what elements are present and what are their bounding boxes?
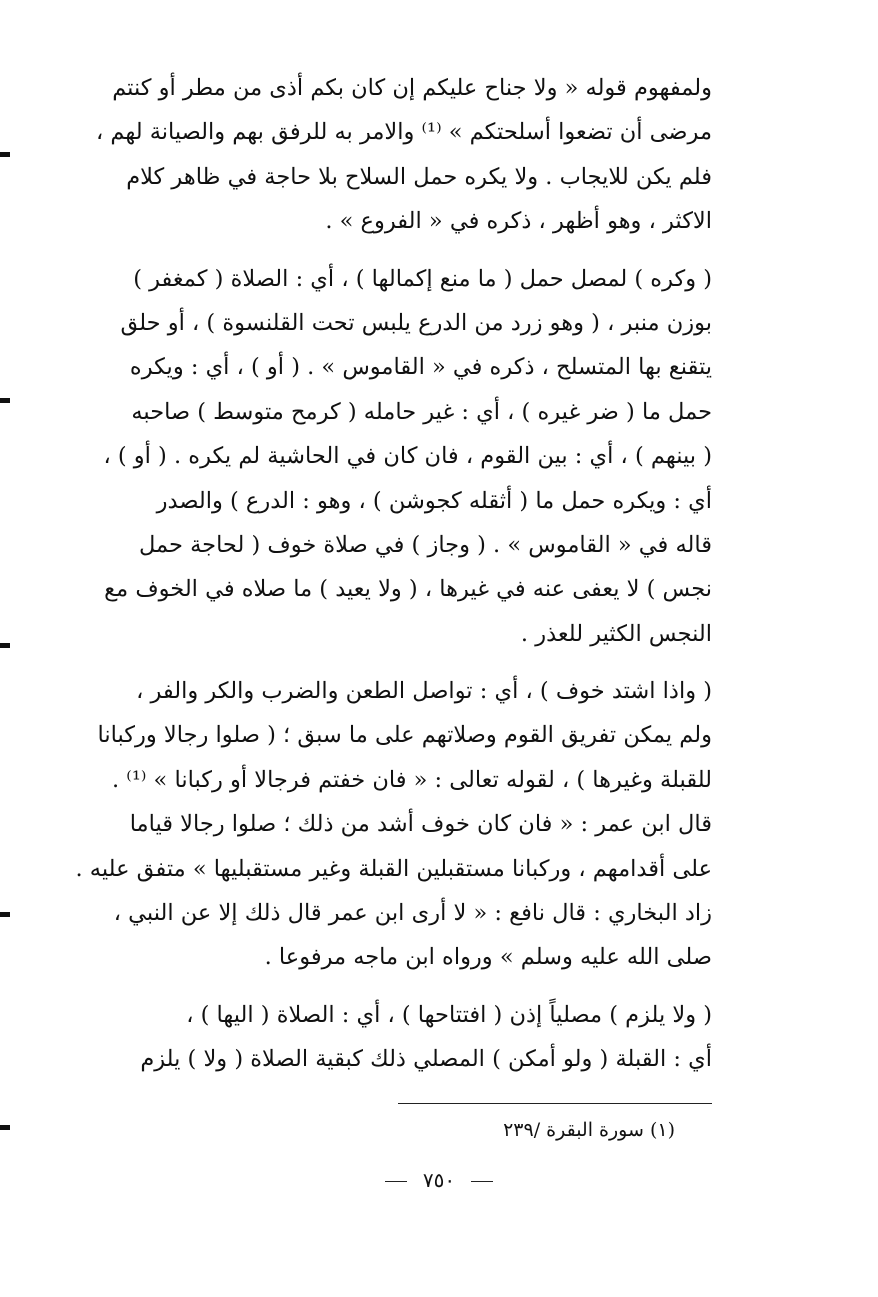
- scan-edge-mark: [0, 398, 10, 403]
- text-line: للقبلة وغيرها ) ، لقوله تعالى : « فان خفتم فرجالا أو ركبانا » ⁽¹⁾ .: [112, 766, 712, 793]
- footnote: (١) سورة البقرة /٢٣٩: [503, 1119, 675, 1141]
- text-line: قال ابن عمر : « فان كان خوف أشد من ذلك ؛ صلوا رجالا قياما: [129, 811, 712, 838]
- scan-edge-mark: [0, 643, 10, 648]
- text-line: ولم يمكن تفريق القوم وصلاتهم على ما سبق ؛ ( صلوا رجالا وركبانا: [97, 722, 712, 749]
- text-line: ولمفهوم قوله « ولا جناح عليكم إن كان بكم أذى من مطر أو كنتم: [112, 75, 712, 101]
- text-line: على أقدامهم ، وركبانا مستقبلين القبلة وغير مستقبليها » متفق عليه .: [75, 855, 712, 882]
- text-line: قاله في « القاموس » . ( وجاز ) في صلاة خوف ( لحاجة حمل: [138, 531, 712, 558]
- text-line: صلى الله عليه وسلم » ورواه ابن ماجه مرفوعا .: [264, 944, 712, 971]
- text-line: أي : القبلة ( ولو أمكن ) المصلي ذلك كبقية الصلاة ( ولا ) يلزم: [140, 1046, 712, 1073]
- text-line: ( واذا اشتد خوف ) ، أي : تواصل الطعن والضرب والكر والفر ،: [136, 678, 712, 705]
- page-number: ٧٥٠: [422, 1168, 456, 1192]
- text-line: ( وكره ) لمصل حمل ( ما منع إكمالها ) ، أي : الصلاة ( كمغفر ): [133, 265, 712, 292]
- page-number-dash: [471, 1181, 493, 1182]
- scan-edge-mark: [0, 1125, 10, 1130]
- text-line: حمل ما ( ضر غيره ) ، أي : غير حامله ( كرمح متوسط ) صاحبه: [131, 398, 712, 425]
- page-number-area: [0, 1168, 878, 1192]
- paragraph: [60, 66, 712, 244]
- text-line: ( ولا يلزم ) مصلياً إذن ( افتتاحها ) ، أي : الصلاة ( اليها ) ،: [186, 1001, 712, 1028]
- footnote-divider: [398, 1103, 712, 1104]
- text-line: أي : ويكره حمل ما ( أثقله كجوشن ) ، وهو : الدرع ) والصدر: [156, 487, 712, 514]
- paragraph: [60, 669, 712, 980]
- text-line: ( بينهم ) ، أي : بين القوم ، فان كان في الحاشية لم يكره . ( أو ) ،: [103, 443, 712, 470]
- text-line: بوزن منبر ، ( وهو زرد من الدرع يلبس تحت القلنسوة ) ، أو حلق: [120, 309, 712, 336]
- paragraph: [60, 257, 712, 657]
- text-line: مرضى أن تضعوا أسلحتكم » ⁽¹⁾ والامر به للرفق بهم والصيانة لهم ،: [95, 119, 712, 146]
- scan-edge-mark: [0, 912, 10, 917]
- scan-edge-mark: [0, 152, 10, 157]
- text-line: النجس الكثير للعذر .: [520, 620, 712, 647]
- paragraph: [60, 993, 712, 1082]
- text-line: نجس ) لا يعفى عنه في غيرها ، ( ولا يعيد ) ما صلاه في الخوف مع: [104, 576, 712, 603]
- text-line: الاكثر ، وهو أظهر ، ذكره في « الفروع » .: [325, 208, 712, 235]
- text-line: يتقنع بها المتسلح ، ذكره في « القاموس » . ( أو ) ، أي : ويكره: [129, 354, 712, 381]
- text-line: زاد البخاري : قال نافع : « لا أرى ابن عمر قال ذلك إلا عن النبي ،: [113, 900, 712, 927]
- text-line: فلم يكن للايجاب . ولا يكره حمل السلاح بلا حاجة في ظاهر كلام: [126, 163, 712, 190]
- page-body: [60, 66, 712, 1082]
- page-number-dash: [385, 1181, 407, 1182]
